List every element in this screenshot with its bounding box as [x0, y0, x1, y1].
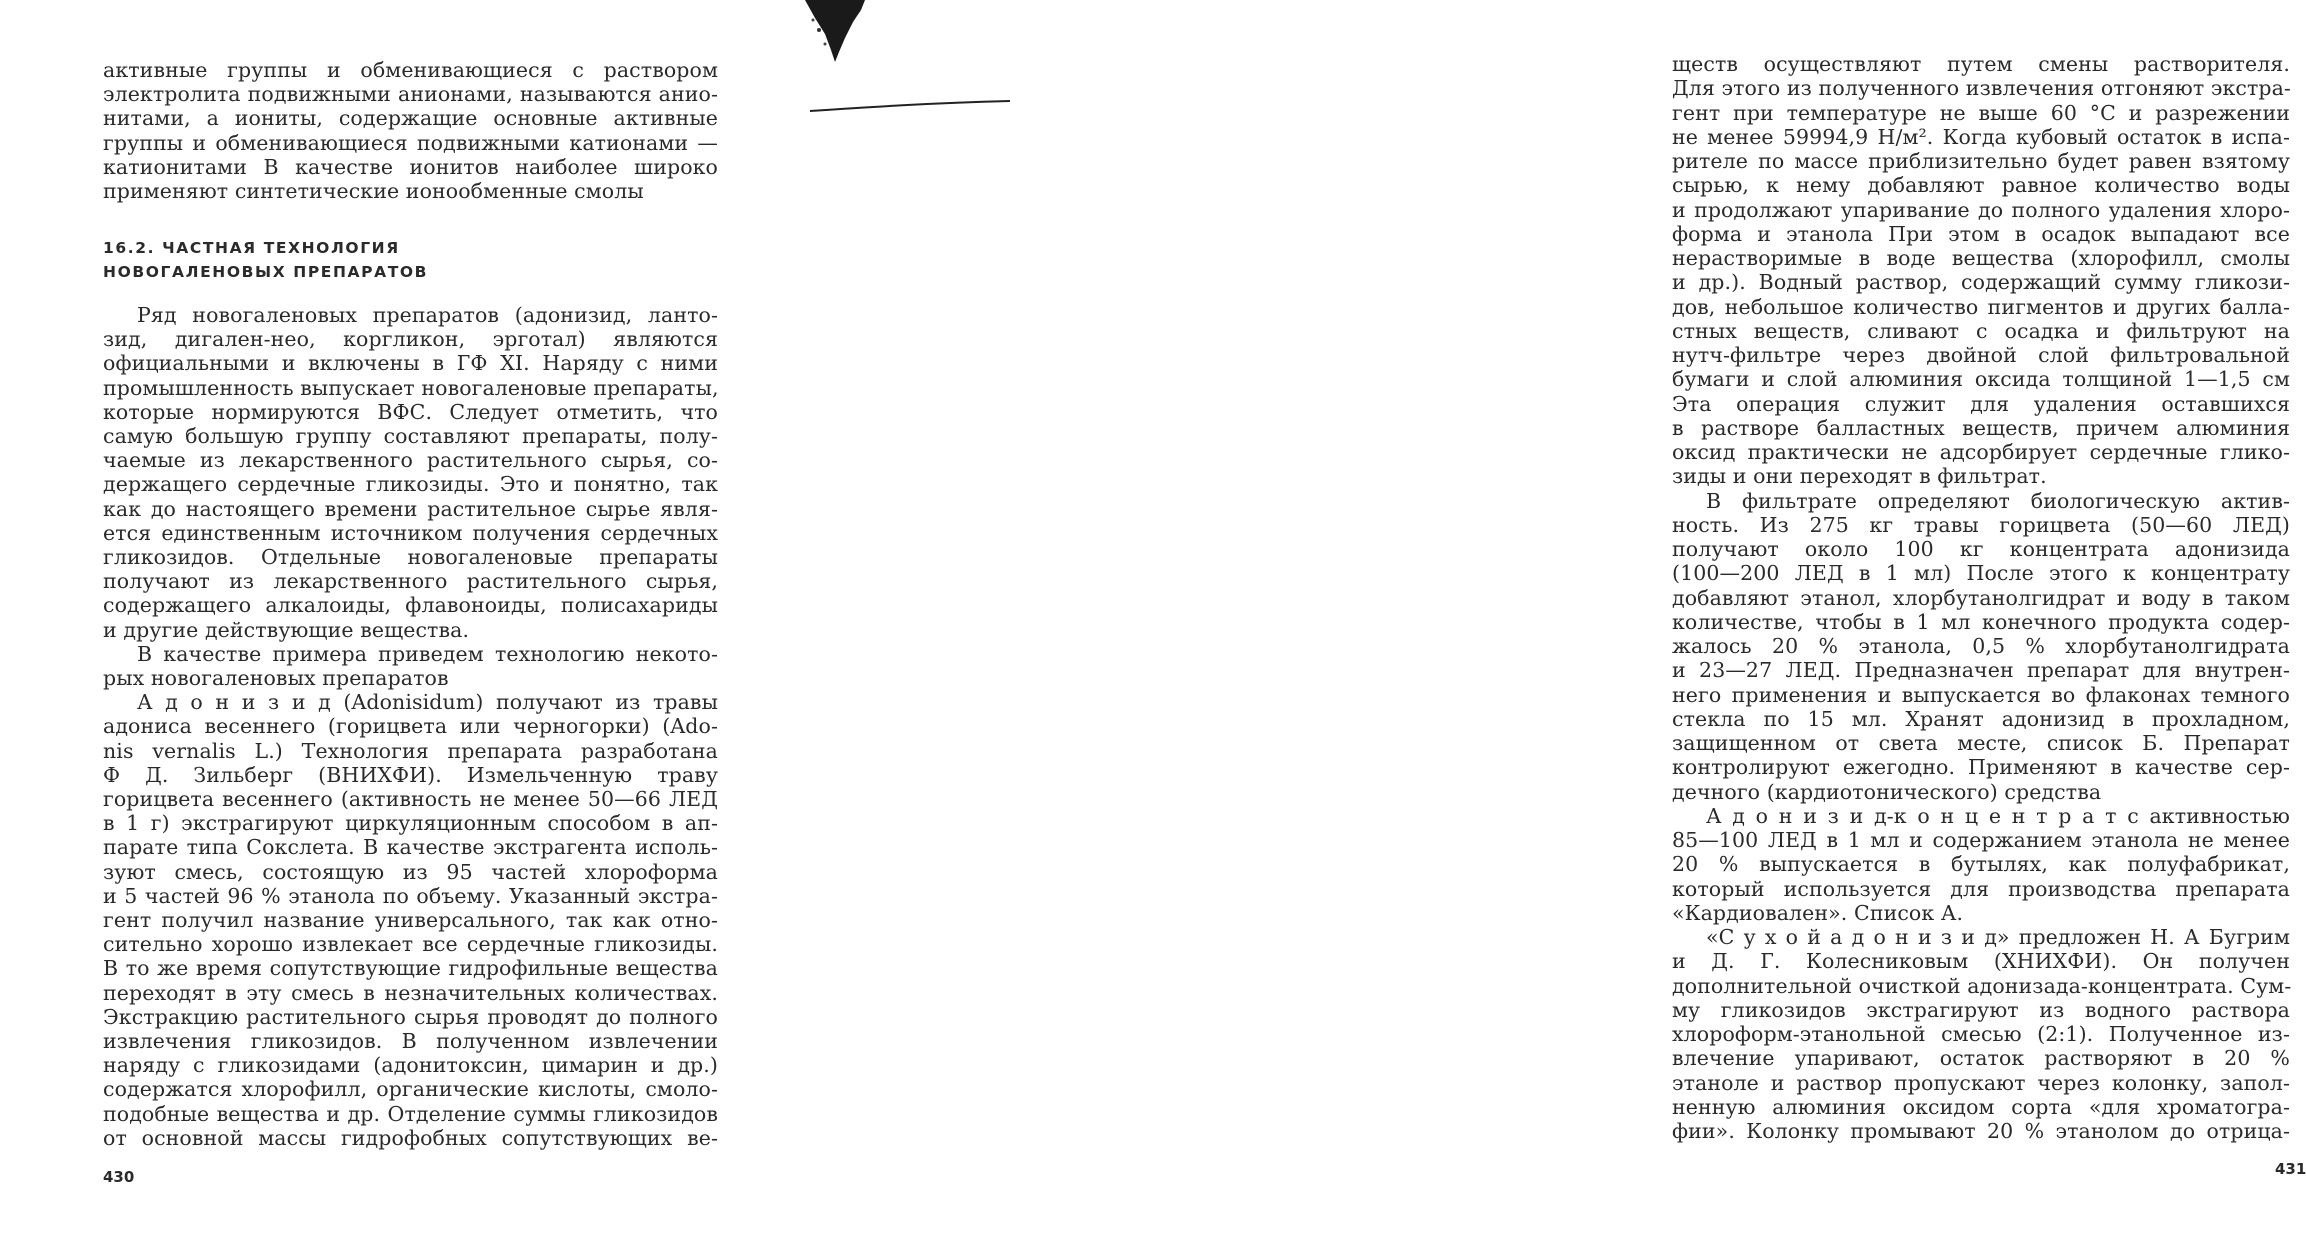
text-line: переходят в эту смесь в незначительных количествах.	[103, 980, 718, 1005]
text-line: количестве, чтобы в 1 мл конечного продукта содер-	[1672, 609, 2290, 634]
text-line: в растворе балластных веществ, причем алюминия	[1672, 415, 2290, 440]
text-line: Экстракцию растительного сырья проводят до полного	[103, 1004, 718, 1029]
text-line: nis vernalis L.) Технология препарата разработана	[103, 738, 718, 763]
text-line: зид, дигален-нео, коргликон, эрготал) являются	[103, 327, 718, 352]
text-line: нитами, а иониты, содержащие основные активные	[103, 106, 718, 131]
text-line: наряду с гликозидами (адонитоксин, цимарин и др.)	[103, 1053, 718, 1078]
text-line: Эта операция служит для удаления оставшихся	[1672, 391, 2290, 416]
text-line: гент при температуре не выше 60 °С и разрежении	[1672, 100, 2290, 125]
text-line: А д о н и з и д-к о н ц е н т р а т с активностью	[1706, 803, 2290, 828]
text-line: содержатся хлорофилл, органические кислоты, смоло-	[103, 1077, 718, 1102]
left-page	[0, 0, 800, 1251]
text-line: ность. Из 275 кг травы горицвета (50—60 ЛЕД)	[1672, 512, 2290, 537]
text-line: подобные вещества и др. Отделение суммы гликозидов	[103, 1101, 718, 1126]
text-line: влечение упаривают, остаток растворяют в 20 %	[1672, 1046, 2290, 1071]
text-line: этаноле и раствор пропускают через колонку, запол-	[1672, 1070, 2290, 1095]
text-line: держащего сердечные гликозиды. Это и понятно, так	[103, 472, 718, 497]
text-line: и 23—27 ЛЕД. Предназначен препарат для внутрен-	[1672, 658, 2290, 683]
text-line: контролируют ежегодно. Применяют в качестве сер-	[1672, 755, 2290, 780]
text-line: катионитами В качестве ионитов наиболее широко	[103, 154, 718, 179]
text-line: применяют синтетические ионообменные смолы	[103, 179, 644, 203]
text-line: официальными и включены в ГФ XI. Наряду с ними	[103, 351, 718, 376]
text-line: дополнительной очисткой адонизада-концентрата. Сум-	[1672, 973, 2292, 998]
right-page-number: 431	[2275, 1160, 2306, 1178]
text-line: 85—100 ЛЕД в 1 мл и содержанием этанола не менее	[1672, 828, 2290, 852]
text-line: добавляют этанол, хлорбутанолгидрат и воду в таком	[1672, 585, 2290, 610]
text-line: горицвета весеннего (активность не менее 50—66 ЛЕД	[103, 787, 718, 811]
text-line: В фильтрате определяют биологическую актив-	[1706, 488, 2290, 513]
text-line: жалось 20 % этанола, 0,5 % хлорбутанолгидрата	[1672, 634, 2290, 658]
text-line: «Кардиовален». Список А.	[1672, 900, 1964, 925]
text-line: му гликозидов экстрагируют из водного раствора	[1672, 997, 2290, 1022]
left-page-number: 430	[103, 1168, 135, 1186]
text-line: хлороформ-этанольной смесью (2:1). Полученное из-	[1672, 1022, 2290, 1046]
text-line: получают около 100 кг концентрата адонизида	[1672, 537, 2290, 561]
text-line: как до настоящего времени растительное сырье явля-	[103, 496, 718, 521]
text-line: и Д. Г. Колесниковым (ХНИХФИ). Он получен	[1672, 949, 2290, 974]
right-page	[800, 0, 2306, 1251]
text-line: ществ осуществляют путем смены растворителя.	[1672, 52, 2290, 76]
text-line: зуют смесь, состоящую из 95 частей хлороформа	[103, 859, 718, 884]
text-line: дечного (кардиотонического) средства	[1672, 779, 2102, 804]
text-line: сительно хорошо извлекает все сердечные гликозиды.	[103, 932, 718, 957]
text-line: стных веществ, сливают с осадка и фильтруют на	[1672, 318, 2290, 343]
text-line: сырью, к нему добавляют равное количество воды	[1672, 173, 2290, 198]
text-line: Ф Д. Зильберг (ВНИХФИ). Измельченную траву	[103, 762, 718, 787]
text-line: рых новогаленовых препаратов	[103, 666, 449, 690]
ink-blot	[795, 0, 885, 70]
text-line: фии». Колонку промывают 20 % этанолом до отрица-	[1672, 1119, 2290, 1143]
text-line: промышленность выпускает новогаленовые препараты,	[103, 375, 719, 400]
text-line: парате типа Сокслета. В качестве экстрагента исполь-	[103, 835, 718, 860]
text-line: и др.). Водный раствор, содержащий сумму гликози-	[1672, 270, 2290, 295]
text-line: который используется для производства препарата	[1672, 876, 2290, 901]
text-line: форма и этанола При этом в осадок выпадают все	[1672, 221, 2290, 246]
section-heading: НОВОГАЛЕНОВЫХ ПРЕПАРАТОВ	[103, 263, 429, 281]
text-line: оксид практически не адсорбирует сердечные глико-	[1672, 440, 2290, 464]
section-heading: 16.2. ЧАСТНАЯ ТЕХНОЛОГИЯ	[103, 239, 400, 257]
text-line: нерастворимые в воде вещества (хлорофилл, смолы	[1672, 246, 2290, 270]
text-line: (100—200 ЛЕД в 1 мл) После этого к концентрату	[1672, 561, 2290, 586]
text-line: получают из лекарственного растительного сырья,	[103, 569, 718, 594]
text-line: активные группы и обменивающиеся с раствором	[103, 58, 718, 82]
text-line: извлечения гликозидов. В полученном извлечении	[103, 1029, 718, 1053]
text-line: которые нормируются ВФС. Следует отметить, что	[103, 399, 718, 424]
text-line: Ряд новогаленовых препаратов (адонизид, ланто-	[137, 303, 718, 327]
text-line: ется единственным источником получения сердечных	[103, 520, 718, 545]
text-line: не менее 59994,9 Н/м². Когда кубовый остаток в испа-	[1672, 124, 2290, 149]
text-line: группы и обменивающиеся подвижными катионами —	[103, 130, 718, 155]
text-line: и 5 частей 96 % этанола по объему. Указанный экстра-	[103, 883, 718, 908]
text-line: В качестве примера приведем технологию некото-	[137, 641, 718, 666]
text-line: «С у х о й а д о н и з и д» предложен Н. А Бугрим	[1706, 925, 2290, 949]
text-line: адониса весеннего (горицвета или черногорки) (Ado-	[103, 714, 718, 739]
text-line: 20 % выпускается в бутылях, как полуфабрикат,	[1672, 852, 2290, 877]
text-line: защищенном от света месте, список Б. Препарат	[1672, 731, 2290, 755]
text-line: содержащего алкалоиды, флавоноиды, полисахариды	[103, 593, 718, 618]
text-line: рителе по массе приблизительно будет равен взятому	[1672, 149, 2290, 173]
text-line: гент получил название универсального, так как отно-	[103, 908, 718, 932]
text-line: А д о н и з и д (Adonisidum) получают из травы	[137, 690, 718, 715]
text-line: от основной массы гидрофобных сопутствующих ве-	[103, 1125, 718, 1150]
text-line: электролита подвижными анионами, называются анио-	[103, 82, 718, 107]
text-line: ненную алюминия оксидом сорта «для хроматогра-	[1672, 1094, 2290, 1119]
text-line: самую большую группу составляют препараты, полу-	[103, 424, 718, 448]
text-line: В то же время сопутствующие гидрофильные вещества	[103, 956, 718, 981]
text-line: дов, небольшое количество пигментов и других балла-	[1672, 294, 2290, 319]
text-line: стекла по 15 мл. Хранят адонизид в прохладном,	[1672, 706, 2290, 731]
text-line: Для этого из полученного извлечения отгоняют экстра-	[1672, 76, 2291, 101]
text-line: бумаги и слой алюминия оксида толщиной 1—1,5 см	[1672, 367, 2290, 392]
text-line: гликозидов. Отдельные новогаленовые препараты	[103, 545, 718, 569]
text-line: зиды и они переходят в фильтрат.	[1672, 464, 2047, 489]
text-line: в 1 г) экстрагируют циркуляционным способом в ап-	[103, 811, 718, 836]
text-line: него применения и выпускается во флаконах темного	[1672, 682, 2290, 707]
text-line: и другие действующие вещества.	[103, 617, 470, 642]
text-line: чаемые из лекарственного растительного сырья, со-	[103, 448, 718, 473]
text-line: и продолжают упаривание до полного удаления хлоро-	[1672, 197, 2290, 222]
text-line: нутч-фильтре через двойной слой фильтровальной	[1672, 343, 2290, 367]
